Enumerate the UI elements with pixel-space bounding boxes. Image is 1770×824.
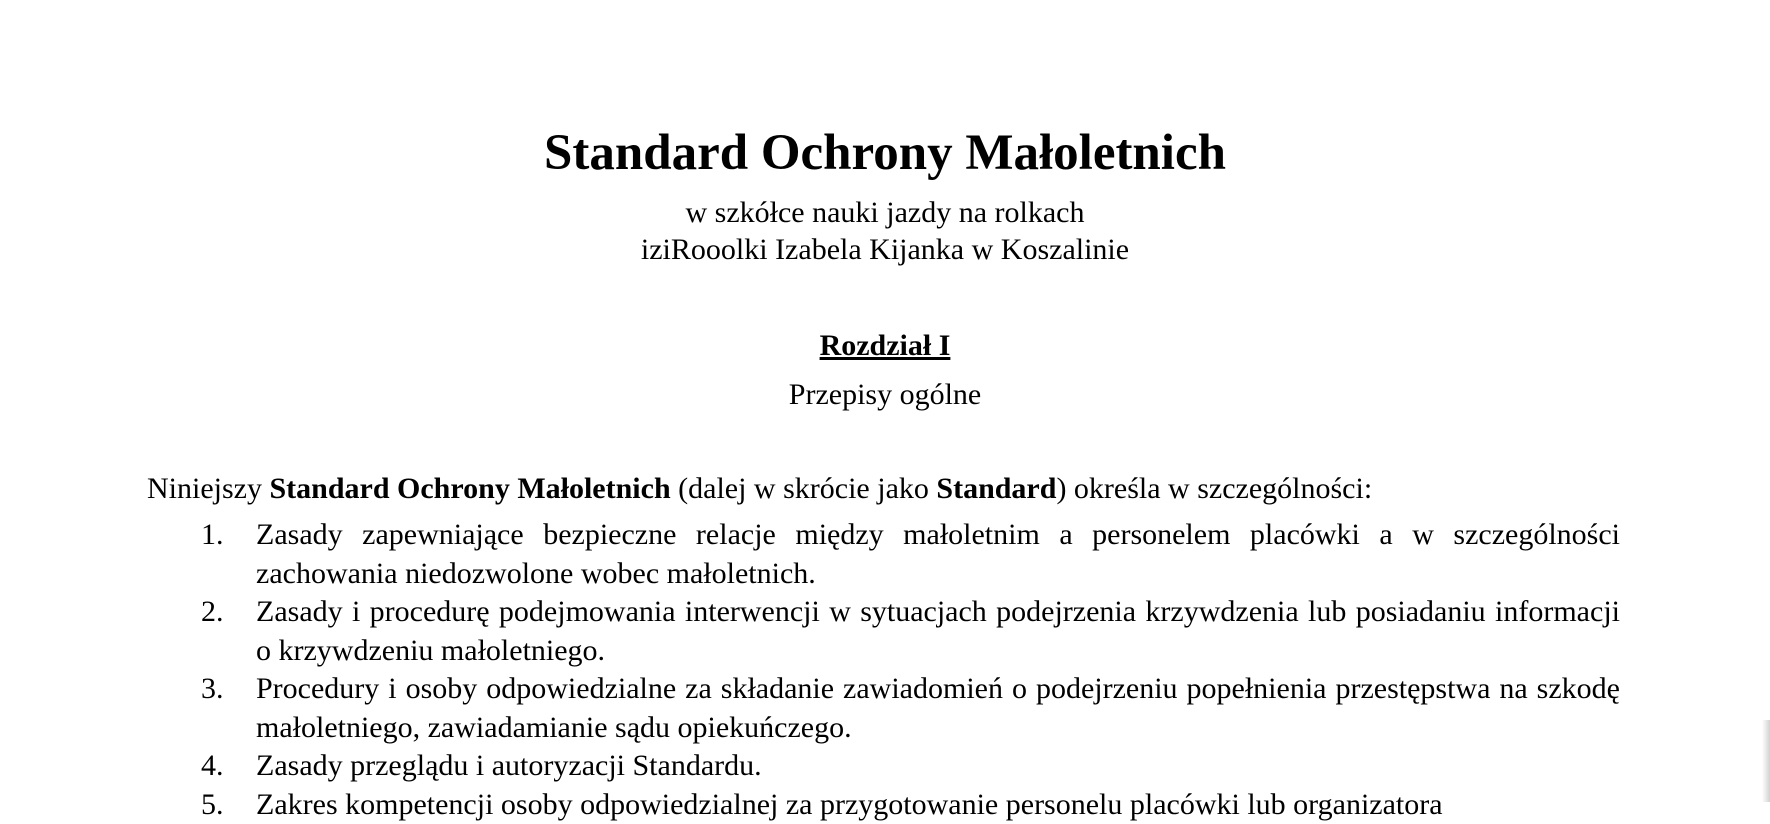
list-item bbox=[0, 747, 1770, 786]
list-item-number: 4. bbox=[201, 747, 224, 786]
list-item-text: Zakres kompetencji osoby odpowiedzialnej za przygotowanie personelu placówki lub organizatora bbox=[256, 786, 1620, 824]
list-item bbox=[0, 516, 1770, 593]
chapter-heading: Rozdział I bbox=[0, 326, 1770, 366]
list-item-number: 1. bbox=[201, 516, 224, 555]
document-title: Standard Ochrony Małoletnich bbox=[0, 120, 1770, 186]
list-item-text: Zasady i procedurę podejmowania interwencji w sytuacjach podejrzenia krzywdzenia lub posiadaniu informacji o krzywdzeniu małoletniego. bbox=[256, 593, 1620, 670]
intro-bold-standard-name: Standard Ochrony Małoletnich bbox=[269, 472, 670, 505]
list-item-number: 2. bbox=[201, 593, 224, 632]
intro-text-2: (dalej w skrócie jako bbox=[671, 472, 937, 505]
intro-bold-standard: Standard bbox=[936, 472, 1056, 505]
document-subtitle-line-1: w szkółce nauki jazdy na rolkach bbox=[0, 194, 1770, 232]
list-item bbox=[0, 670, 1770, 747]
scope-list bbox=[0, 516, 1770, 824]
list-item bbox=[0, 593, 1770, 670]
list-item-text: Zasady przeglądu i autoryzacji Standardu. bbox=[256, 747, 1620, 786]
page-edge-shadow bbox=[1762, 720, 1770, 802]
intro-text-1: Niniejszy bbox=[147, 472, 269, 505]
list-item-text: Procedury i osoby odpowiedzialne za składanie zawiadomień o podejrzeniu popełnienia przestępstwa na szkodę małoletniego, zawiadamianie sądu opiekuńczego. bbox=[256, 670, 1620, 747]
intro-paragraph bbox=[147, 469, 1372, 509]
list-item-number: 5. bbox=[201, 786, 224, 824]
chapter-subheading: Przepisy ogólne bbox=[0, 375, 1770, 415]
intro-text-3: ) określa w szczególności: bbox=[1056, 472, 1372, 505]
list-item-text: Zasady zapewniające bezpieczne relacje między małoletnim a personelem placówki a w szczególności zachowania niedozwolone wobec małoletnich. bbox=[256, 516, 1620, 593]
list-item bbox=[0, 786, 1770, 824]
list-item-number: 3. bbox=[201, 670, 224, 709]
document-subtitle-line-2: iziRooolki Izabela Kijanka w Koszalinie bbox=[0, 231, 1770, 269]
